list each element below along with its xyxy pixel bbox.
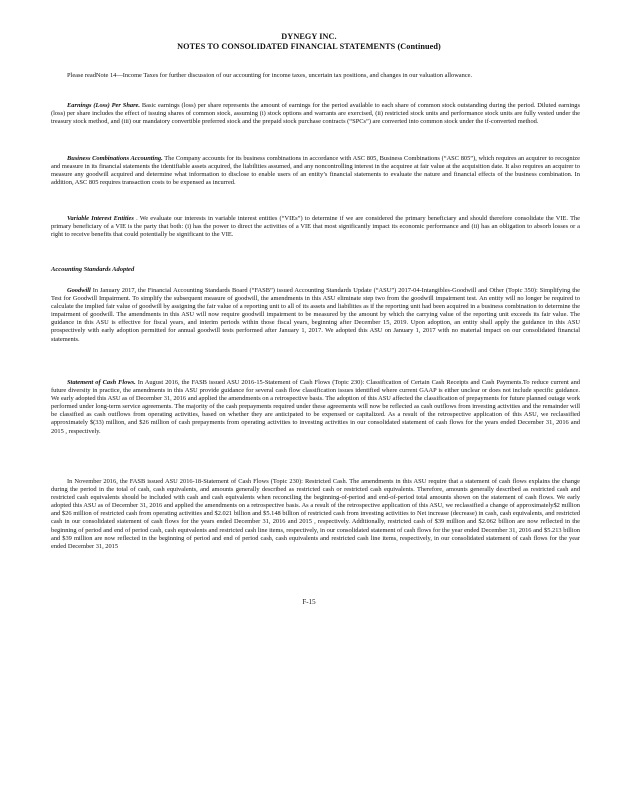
paragraph-business-combinations [51, 155, 580, 187]
company-name: DYNEGY INC. [281, 32, 337, 41]
goodwill-heading: Goodwill [67, 287, 91, 294]
goodwill-text: In January 2017, the Financial Accounting Standards Board (“FASB”) issued Accounting Standards Update (“ASU”) 2017-04-Intangibles-Goodwill and Other (Topic 350): Simplifying the Test for Goodwill Impairment. To simplify the subsequent measure of goodwill, the amendments in this ASU eliminate step two from the goodwill impairment test. An entity will no longer be required to calculate the implied fair value of goodwill by assigning the fair value of a reporting unit to all of its assets and liabilities as if the reporting unit had been acquired in a business combination to determine the impairment of goodwill. The amendments in this ASU will now require goodwill impairment to be measured by the amount by which the carrying value of the reporting unit exceeds its fair value. The guidance in this ASU is effective for fiscal years, and interim periods within those fiscal years, beginning after December 15, 2019. Upon adoption, an entity shall apply the guidance in this ASU prospectively with early adoption permitted for annual goodwill tests performed after January 1, 2017. We adopted this ASU on January 1, 2017 with no material impact on our consolidated financial statements. [51, 287, 580, 343]
paragraph-earnings-per-share [51, 102, 580, 126]
vie-text: . We evaluate our interests in variable interest entities (“VIEs”) to determine if we are considered the primary beneficiary and should therefore consolidate the VIE. The primary beneficiary of a VIE is the party that both: (i) has the power to direct the activities of a VIE that most significantly impact its economic performance and (ii) has an obligation to absorb losses or a right to receive benefits that could potentially be significant to the VIE. [51, 215, 580, 239]
cash-flows-text: In August 2016, the FASB issued ASU 2016-15-Statement of Cash Flows (Topic 230): Classification of Certain Cash Receipts and Cash Payments.To reduce current and future diversity in practice, the amendments in this ASU provide guidance for several cash flow classification issues identified where current GAAP is either unclear or does not include specific guidance. We early adopted this ASU as of December 31, 2016 and applied the amendments on a retrospective basis. The adoption of this ASU affected the classification of prepayments for future planned outage work performed under long-term service agreements. The majority of the cash prepayments required under these agreements will now be reflected as cash outflows from investing activities and the remainder will be classified as cash outflows from operating activities, based on whether they are anticipated to be expensed or capitalized. As a result of the retrospective application of this ASU, we reclassified approximately $(33) million, and $26 million of cash prepayments from operating activities to investing activities in our consolidated statement of cash flows for the years ended December 31, 2016 and 2015 , respectively. [51, 379, 580, 435]
earnings-per-share-heading: Earnings (Loss) Per Share. [67, 102, 140, 109]
earnings-per-share-text: Basic earnings (loss) per share represents the amount of earnings for the period available to each share of common stock outstanding during the period. Diluted earnings (loss) per share includes the effect of issuing shares of common stock, assuming (i) stock options and warrants are exercised, (ii) restricted stock units and performance stock units are fully vested under the treasury stock method, and (iii) our mandatory convertible preferred stock and the prepaid stock purchase contracts (“SPCs”) are converted into common stock under the if-converted method. [51, 102, 580, 126]
page-title: NOTES TO CONSOLIDATED FINANCIAL STATEMENTS (Continued) [177, 42, 441, 51]
paragraph-statement-of-cash-flows [51, 379, 580, 436]
accounting-standards-adopted-heading: Accounting Standards Adopted [51, 266, 135, 273]
cash-flows-heading: Statement of Cash Flows. [67, 379, 136, 386]
paragraph-income-taxes-reference: Please readNote 14—Income Taxes for further discussion of our accounting for income taxes, uncertain tax positions, and changes in our valuation allowance. [67, 72, 473, 79]
page-number: F-15 [302, 598, 316, 606]
business-combinations-heading: Business Combinations Accounting. [67, 155, 163, 162]
business-combinations-text: The Company accounts for its business combinations in accordance with ASC 805, Business Combinations (“ASC 805”), which requires an acquirer to recognize and measure in its financial statements the identifiable assets acquired, the liabilities assumed, and any noncontrolling interest in the acquiree at fair value at the acquisition date. It also requires an acquirer to measure any goodwill acquired and determine what information to disclose to enable users of an entity’s financial statements to evaluate the nature and financial effects of the business combination. In addition, ASC 805 requires transaction costs to be expensed as incurred. [51, 155, 580, 187]
paragraph-goodwill [51, 287, 580, 344]
paragraph-restricted-cash: In November 2016, the FASB issued ASU 2016-18-Statement of Cash Flows (Topic 230): Restricted Cash. The amendments in this ASU require that a statement of cash flows explains the change during the period in the total of cash, cash equivalents, and amounts generally described as restricted cash or restricted cash equivalents. Therefore, amounts generally described as restricted cash and restricted cash equivalents should be included with cash and cash equivalents when reconciling the beginning-of-period and end-of-period total amounts shown on the statement of cash flows. We early adopted this ASU as of December 31, 2016 and applied the amendments on a retrospective basis. As a result of the retrospective application of this ASU, we reclassified a change of approximately$2 million and $26 million of restricted cash from operating activities and $2.021 billion and $5.148 billion of restricted cash from investing activities to Net increase (decrease) in cash, cash equivalents, and restricted cash in our consolidated statement of cash flows for the years ended December 31, 2016 and 2015 , respectively. Additionally, restricted cash of $39 million and $2.062 billion are now reflected in the beginning of period and end of period cash, cash equivalents and restricted cash line items, respectively, in our consolidated statement of cash flows for the year ended December 31, 2016 and $5.213 billion and $39 million are now reflected in the beginning of period and end of period cash, cash equivalents and restricted cash line items, respectively, in our consolidated statement of cash flows for the year ended December 31, 2015 [51, 478, 580, 550]
paragraph-variable-interest-entities [51, 215, 580, 239]
vie-heading: Variable Interest Entities [67, 215, 134, 222]
